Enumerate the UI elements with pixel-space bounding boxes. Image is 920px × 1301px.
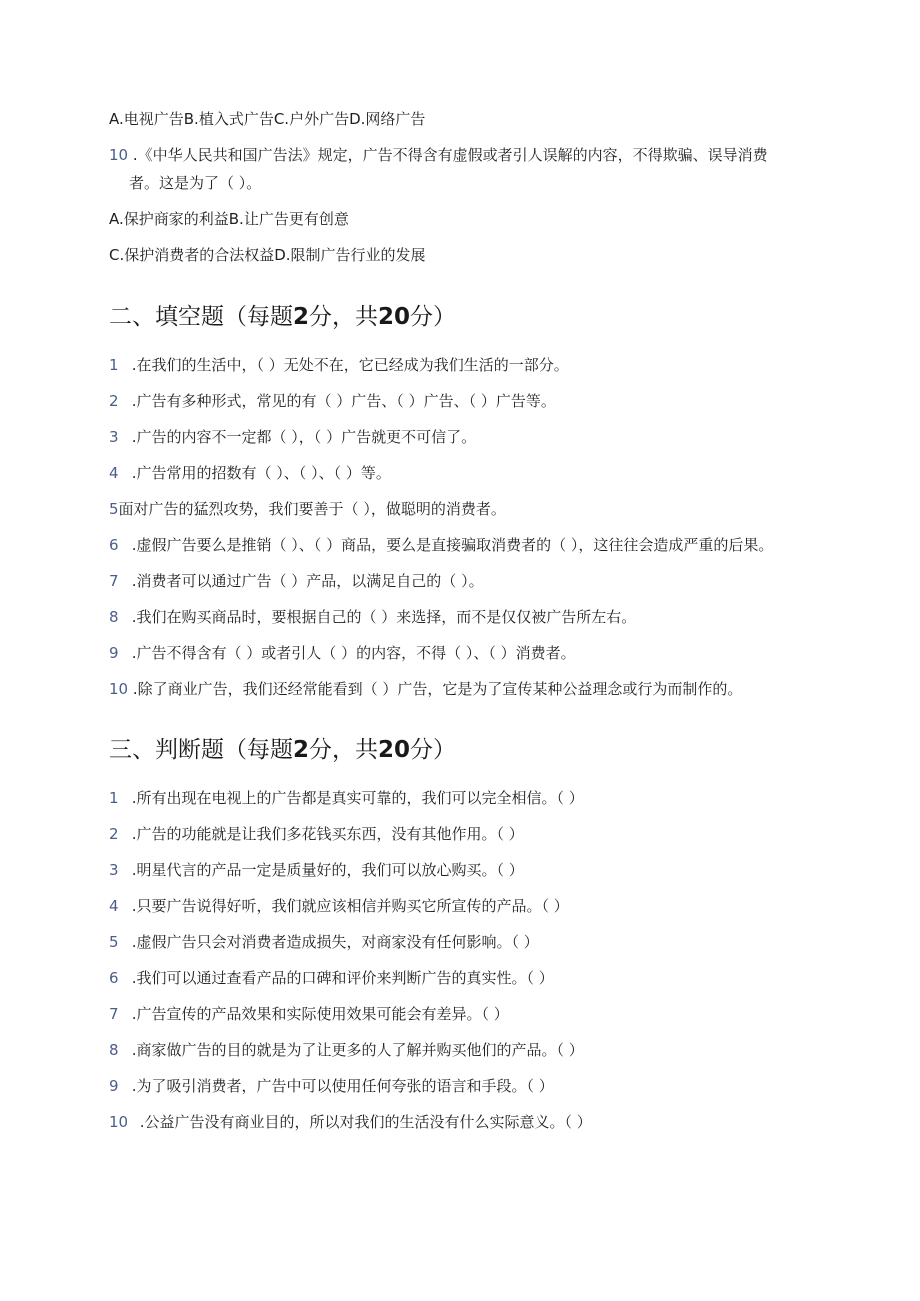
- fill-item-text: .消费者可以通过广告（ ）产品，以满足自己的（ ）。: [127, 572, 484, 590]
- fill-item-number: 5: [109, 500, 119, 518]
- fill-item-1: [109, 355, 569, 375]
- q10-options-a: A.保护商家的利益B.让广告更有创意: [109, 210, 349, 228]
- fill-item-number: 6: [109, 536, 119, 554]
- fill-item-number: 3: [109, 428, 119, 446]
- q10-number: 10: [109, 146, 129, 164]
- q10-text-a: .《中华人民共和国广告法》规定，广告不得含有虚假或者引人误解的内容，不得欺骗、误导消费: [128, 146, 768, 164]
- fill-item-text: .广告的内容不一定都（ ），（ ）广告就更不可信了。: [127, 428, 477, 446]
- fill-item-number: 7: [109, 572, 119, 590]
- judge-item-10: [109, 1112, 592, 1132]
- section3-heading-suffix: 分）: [410, 737, 457, 763]
- section2-heading-score: 2: [293, 304, 310, 330]
- fill-item-text: .除了商业广告，我们还经常能看到（ ）广告，它是为了宣传某种公益理念或行为而制作的。: [128, 680, 743, 698]
- fill-item-number: 1: [109, 356, 119, 374]
- judge-item-text: .只要广告说得好听，我们就应该相信并购买它所宣传的产品。（ ）: [127, 897, 569, 915]
- fill-item-9: [109, 643, 576, 663]
- fill-item-text: .广告不得含有（ ）或者引人（ ）的内容，不得（ ）、（ ）消费者。: [127, 644, 576, 662]
- q9-options: A.电视广告B.植入式广告C.户外广告D.网络广告: [109, 110, 426, 128]
- judge-item-text: .广告宣传的产品效果和实际使用效果可能会有差异。（ ）: [127, 1005, 509, 1023]
- fill-item-3: [109, 427, 476, 447]
- judge-item-6: [109, 968, 554, 988]
- fill-item-10: [109, 679, 742, 699]
- section2-heading-mid: 分，共: [309, 304, 379, 330]
- judge-item-number: 7: [109, 1005, 119, 1023]
- judge-item-text: .广告的功能就是让我们多花钱买东西，没有其他作用。（ ）: [127, 825, 524, 843]
- judge-item-number: 6: [109, 969, 119, 987]
- judge-item-number: 8: [109, 1041, 119, 1059]
- judge-item-number: 3: [109, 861, 119, 879]
- fill-item-number: 4: [109, 464, 119, 482]
- q10-line-1: [109, 145, 768, 165]
- judge-item-3: [109, 860, 524, 880]
- fill-item-5: [109, 499, 506, 519]
- judge-item-number: 10: [109, 1113, 129, 1131]
- section2-heading: [109, 302, 456, 332]
- fill-item-text: .虚假广告要么是推销（ ）、（ ）商品，要么是直接骗取消费者的（ ），这往往会造成严重的后果。: [127, 536, 774, 554]
- section2-heading-prefix: 二、填空题（每题: [109, 304, 293, 330]
- fill-item-number: 8: [109, 608, 119, 626]
- fill-item-text: 面对广告的猛烈攻势，我们要善于（ ），做聪明的消费者。: [118, 500, 506, 518]
- fill-item-8: [109, 607, 636, 627]
- judge-item-number: 1: [109, 789, 119, 807]
- fill-item-7: [109, 571, 484, 591]
- fill-item-6: [109, 535, 773, 555]
- section2-heading-total: 20: [378, 304, 411, 330]
- fill-item-text: .广告有多种形式，常见的有（ ）广告、（ ）广告、（ ）广告等。: [127, 392, 556, 410]
- judge-item-7: [109, 1004, 509, 1024]
- judge-item-8: [109, 1040, 584, 1060]
- section3-heading: [109, 735, 456, 765]
- section3-heading-mid: 分，共: [309, 737, 379, 763]
- section3-heading-score: 2: [293, 737, 310, 763]
- judge-item-5: [109, 932, 539, 952]
- judge-item-4: [109, 896, 569, 916]
- judge-item-9: [109, 1076, 554, 1096]
- judge-item-number: 9: [109, 1077, 119, 1095]
- judge-item-2: [109, 824, 524, 844]
- judge-item-text: .明星代言的产品一定是质量好的，我们可以放心购买。（ ）: [127, 861, 524, 879]
- judge-item-1: [109, 788, 584, 808]
- judge-item-text: .公益广告没有商业目的，所以对我们的生活没有什么实际意义。（ ）: [135, 1113, 592, 1131]
- judge-item-number: 2: [109, 825, 119, 843]
- fill-item-number: 10: [109, 680, 129, 698]
- fill-item-text: .在我们的生活中，（ ）无处不在，它已经成为我们生活的一部分。: [127, 356, 569, 374]
- judge-item-number: 4: [109, 897, 119, 915]
- judge-item-text: .我们可以通过查看产品的口碑和评价来判断广告的真实性。（ ）: [127, 969, 554, 987]
- fill-item-number: 2: [109, 392, 119, 410]
- judge-item-text: .所有出现在电视上的广告都是真实可靠的，我们可以完全相信。（ ）: [127, 789, 584, 807]
- judge-item-number: 5: [109, 933, 119, 951]
- fill-item-text: .我们在购买商品时，要根据自己的（ ）来选择，而不是仅仅被广告所左右。: [127, 608, 637, 626]
- q10-options-b: C.保护消费者的合法权益D.限制广告行业的发展: [109, 246, 426, 264]
- judge-item-text: .虚假广告只会对消费者造成损失，对商家没有任何影响。（ ）: [127, 933, 539, 951]
- fill-item-4: [109, 463, 391, 483]
- fill-item-text: .广告常用的招数有（ ）、（ ）、（ ）等。: [127, 464, 391, 482]
- section2-heading-suffix: 分）: [410, 304, 457, 330]
- judge-item-text: .为了吸引消费者，广告中可以使用任何夸张的语言和手段。（ ）: [127, 1077, 554, 1095]
- q10-line-2: 者。这是为了（ ）。: [129, 174, 262, 192]
- section3-heading-total: 20: [378, 737, 411, 763]
- judge-item-text: .商家做广告的目的就是为了让更多的人了解并购买他们的产品。（ ）: [127, 1041, 584, 1059]
- fill-item-2: [109, 391, 556, 411]
- section3-heading-prefix: 三、判断题（每题: [109, 737, 293, 763]
- fill-item-number: 9: [109, 644, 119, 662]
